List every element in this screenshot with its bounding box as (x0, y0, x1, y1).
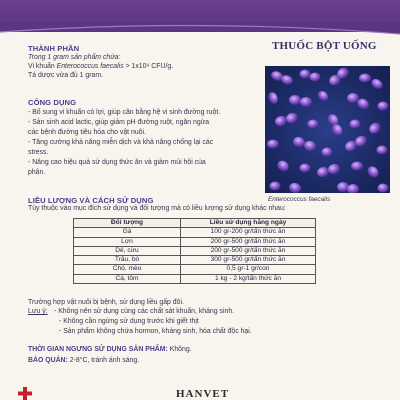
note-item: - Không cần ngừng sử dụng trước khi giết thịt (59, 318, 199, 325)
table-header-row (74, 219, 316, 228)
dosage-intro: Tùy thuộc vào mục đích sử dụng và đối tượng mà có liều lượng sử dụng khác nhau: (28, 205, 286, 212)
banner-curve (0, 22, 400, 42)
withdrawal-value: Không. (167, 346, 192, 353)
table-cell-subject: Trâu, bò (74, 256, 181, 265)
table-row (74, 237, 316, 246)
uses-heading: CÔNG DỤNG (28, 98, 77, 107)
uses-line: - Bổ sung vi khuẩn có lợi, giúp cân bằng hệ vi sinh đường ruột. (28, 109, 221, 116)
uses-line: - Nâng cao hiệu quả sử dụng thức ăn và giảm mùi hôi của (28, 159, 206, 166)
micrograph-caption: Enterococcus faecalis (268, 196, 331, 203)
dosage-heading: LIỀU LƯỢNG VÀ CÁCH SỬ DỤNG (28, 196, 154, 205)
bacteria-micrograph (265, 66, 390, 193)
table-cell-dose: 200 gr-500 gr/tấn thức ăn (181, 237, 316, 246)
sick-animal-note: Trường hợp vật nuôi bị bệnh, sử dụng liều gấp đôi. (28, 299, 184, 306)
uses-line: - Tăng cường khả năng miễn dịch và khả năng chống lại các (28, 139, 214, 146)
table-row (74, 274, 316, 283)
table-row (74, 246, 316, 255)
table-row (74, 228, 316, 237)
dosage-table (73, 218, 316, 284)
bacteria-cells (265, 66, 390, 193)
table-row (74, 265, 316, 274)
table-row (74, 256, 316, 265)
note-item: - Sản phẩm không chứa hormon, kháng sinh, hóa chất độc hại. (59, 328, 252, 335)
table-cell-dose: 100 gr-200 gr/tấn thức ăn (181, 228, 316, 237)
table-cell-dose: 300 gr-500 gr/tấn thức ăn (181, 256, 316, 265)
table-header: Đối tượng (74, 219, 181, 228)
table-cell-subject: Dê, cừu (74, 246, 181, 255)
withdrawal-line (28, 346, 192, 354)
note-label: Lưu ý: (28, 308, 48, 315)
table-cell-dose: 200 gr-500 gr/tấn thức ăn (181, 246, 316, 255)
table-cell-dose: 1 kg - 2 kg/tấn thức ăn (181, 274, 316, 283)
composition-intro: Trong 1 gram sản phẩm chứa: (28, 54, 121, 61)
composition-suffix: > 1x10⁹ CFU/g. (123, 63, 174, 70)
uses-line: phân. (28, 169, 46, 176)
storage-value: 2-8°C, tránh ánh sáng. (67, 357, 140, 364)
storage-label: BẢO QUẢN: (28, 357, 68, 364)
table-cell-dose: 0,5 gr-1 gr/con (181, 265, 316, 274)
uses-line: các bệnh đường tiêu hóa cho vật nuôi. (28, 129, 146, 136)
storage-line (28, 357, 139, 365)
composition-bacteria-line (28, 63, 173, 71)
note-item: - Không nên sử dụng cùng các chất sát khuẩn, kháng sinh. (54, 308, 235, 315)
brand-name: HANVET (176, 388, 230, 400)
table-cell-subject: Lợn (74, 237, 181, 246)
product-title: THUỐC BỘT UỐNG (272, 40, 377, 52)
table-header: Liều sử dụng hằng ngày (181, 219, 316, 228)
withdrawal-label: THỜI GIAN NGƯNG SỬ DỤNG SẢN PHẨM: (28, 346, 168, 353)
composition-heading: THÀNH PHẦN (28, 44, 80, 53)
table-cell-subject: Gà (74, 228, 181, 237)
composition-prefix: Vi khuẩn (28, 63, 57, 70)
composition-excipient: Tá dược vừa đủ 1 gram. (28, 72, 104, 79)
uses-line: stress. (28, 149, 49, 156)
table-cell-subject: Chó, mèo (74, 265, 181, 274)
uses-line: - Sản sinh acid lactic, giúp giảm pH đường ruột, ngăn ngừa (28, 119, 210, 126)
composition-species: Enterococcus faecalis (56, 63, 124, 70)
table-cell-subject: Cá, tôm (74, 274, 181, 283)
brand-logo-icon (18, 387, 32, 400)
